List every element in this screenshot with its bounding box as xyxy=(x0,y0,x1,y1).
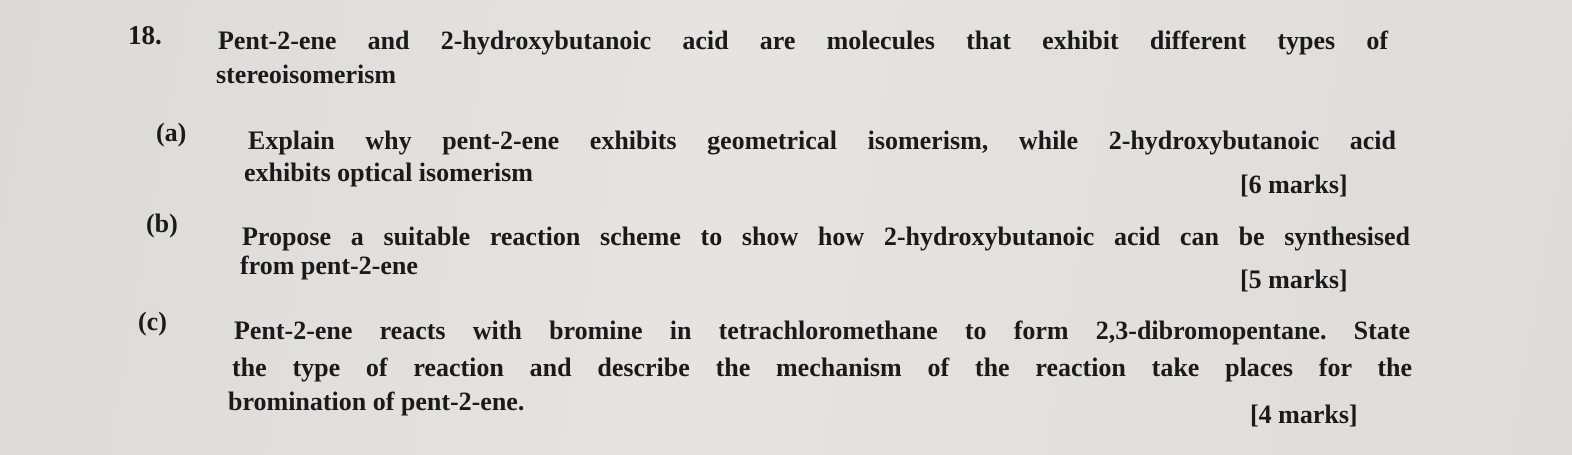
question-number: 18. xyxy=(128,20,162,50)
part-b-line-1: Propose a suitable reaction scheme to show how 2-hydroxybutanoic acid can be synthesised xyxy=(242,222,1410,251)
part-b-label: (b) xyxy=(146,209,178,238)
part-c-label: (c) xyxy=(138,307,167,336)
part-a-marks: [6 marks] xyxy=(1240,170,1348,199)
question-stem-line-2: stereoisomerism xyxy=(216,60,397,89)
part-b-line-2: from pent-2-ene xyxy=(240,251,418,280)
part-a-label: (a) xyxy=(156,118,187,147)
part-a-line-2: exhibits optical isomerism xyxy=(244,158,533,187)
part-b-marks: [5 marks] xyxy=(1240,265,1348,294)
part-c-line-2: the type of reaction and describe the mechanism of the reaction take places for the xyxy=(232,353,1412,382)
part-c-line-3: bromination of pent-2-ene. xyxy=(228,387,525,416)
part-a-line-1: Explain why pent-2-ene exhibits geometrical isomerism, while 2-hydroxybutanoic acid xyxy=(248,126,1396,155)
question-stem-line-1: Pent-2-ene and 2-hydroxybutanoic acid are molecules that exhibit different types of xyxy=(218,26,1388,55)
part-c-line-1: Pent-2-ene reacts with bromine in tetrachloromethane to form 2,3-dibromopentane. State xyxy=(234,316,1410,345)
part-c-marks: [4 marks] xyxy=(1250,400,1358,429)
